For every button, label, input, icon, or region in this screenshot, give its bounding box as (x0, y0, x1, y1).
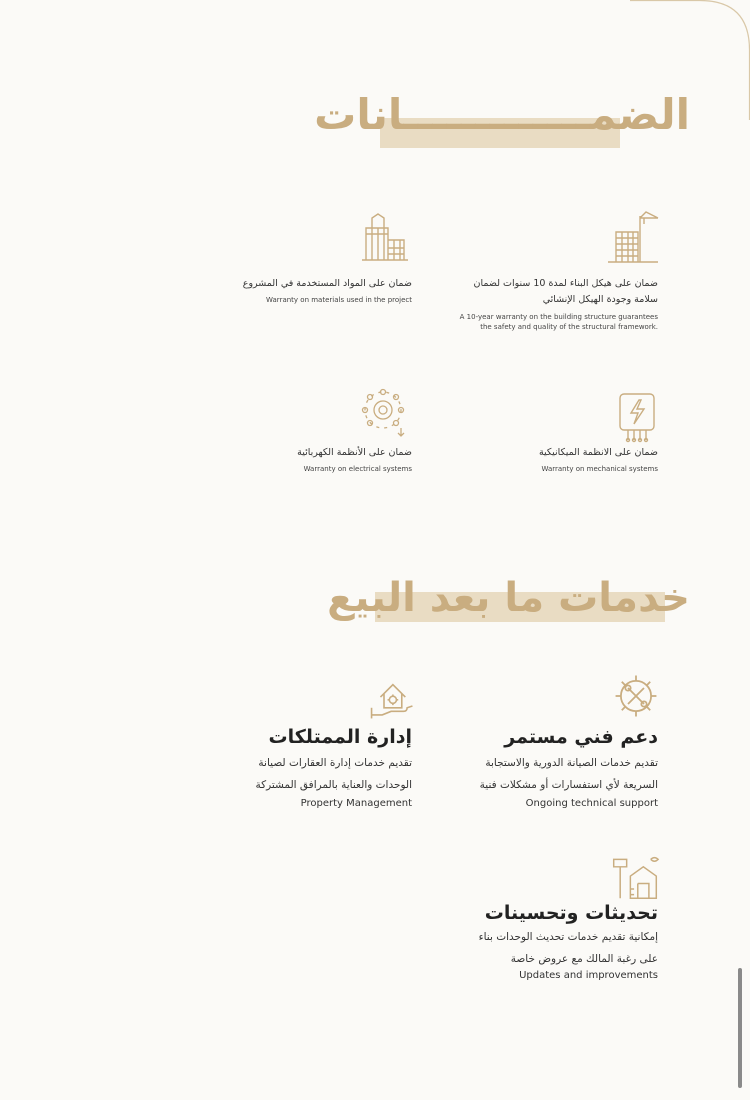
warranty-mechanical-ar: ضمان على الانظمة الميكانيكية (538, 447, 658, 458)
warranty-structure-en-line2: the safety and quality of the structural framework. (480, 323, 658, 331)
service-support-title: دعم فني مستمر (504, 726, 658, 748)
service-property-ar-line1: تقديم خدمات إدارة العقارات لصيانة (258, 757, 412, 769)
service-updates-en: Updates and improvements (519, 970, 658, 981)
warranty-electrical-ar: ضمان على الأنظمة الكهربائية (297, 447, 412, 458)
renovation-tools-icon (610, 852, 660, 902)
warranty-mechanical-en: Warranty on mechanical systems (541, 465, 658, 473)
warranty-materials-en: Warranty on materials used in the project (266, 296, 412, 304)
service-property-ar-line2: الوحدات والعناية بالمرافق المشتركة (255, 779, 412, 791)
scrollbar[interactable] (738, 968, 742, 1088)
service-support-ar-line1: تقديم خدمات الصيانة الدورية والاستجابة (485, 757, 658, 769)
electrical-systems-gear-icon (356, 388, 410, 442)
service-updates-ar-line1: إمكانية تقديم خدمات تحديث الوحدات بناء (478, 931, 658, 943)
warranty-materials-ar: ضمان على المواد المستخدمة في المشروع (242, 278, 412, 289)
service-support-ar-line2: السريعة لأي استفسارات أو مشكلات فنية (479, 779, 658, 791)
warranty-structure-en-line1: A 10-year warranty on the building structure guarantees (459, 313, 658, 321)
service-updates-title: تحديثات وتحسينات (484, 902, 658, 924)
warranties-title: الضمـــــــــــــانات (314, 90, 690, 139)
service-updates-ar-line2: على رغبة المالك مع عروض خاصة (510, 953, 658, 965)
house-hand-icon (368, 674, 416, 722)
building-crane-icon (606, 210, 660, 264)
warranty-electrical-en: Warranty on electrical systems (303, 465, 412, 473)
electrical-panel-icon (610, 390, 664, 444)
warranty-structure-ar-line2: سلامة وجودة الهيكل الإنشائي (542, 294, 658, 305)
gear-tools-icon (612, 672, 660, 720)
service-property-en: Property Management (300, 798, 412, 809)
construction-materials-icon (358, 210, 412, 264)
service-property-title: إدارة الممتلكات (268, 726, 412, 748)
warranty-structure-ar-line1: ضمان على هيكل البناء لمدة 10 سنوات لضمان (473, 278, 658, 289)
service-support-en: Ongoing technical support (525, 798, 658, 809)
after-sales-title: خدمات ما بعد البيع (327, 575, 690, 621)
